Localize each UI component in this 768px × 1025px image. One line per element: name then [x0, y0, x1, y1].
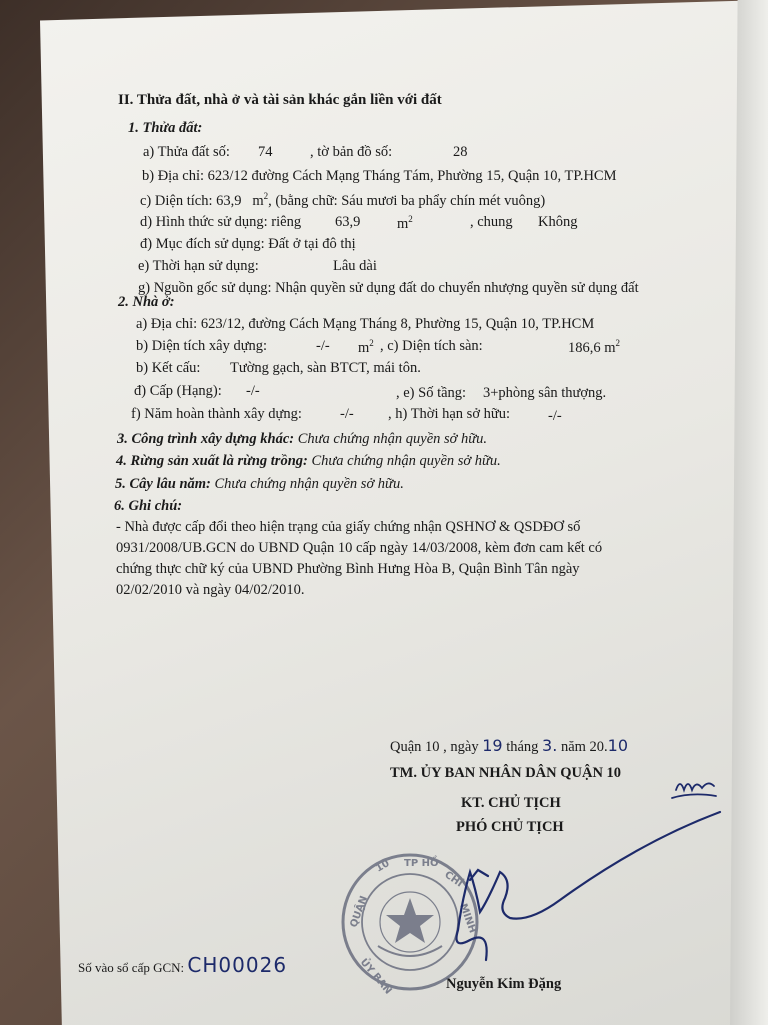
section-title: II. Thửa đất, nhà ở và tài sản khác gắn liền với đất	[118, 92, 442, 108]
date-prefix: Quận 10 , ngày	[390, 739, 479, 755]
registry-number: CH00026	[187, 953, 288, 977]
perennial-trees-heading: 5. Cây lâu năm:	[115, 476, 211, 492]
construction-area-value: -/-	[316, 338, 330, 354]
svg-text:QUẬN: QUẬN	[348, 894, 371, 930]
floors-value: 3+phòng sân thượng.	[483, 385, 607, 401]
usage-purpose: đ) Mục đích sử dụng: Đất ở tại đô thị	[140, 236, 356, 252]
grade-value: -/-	[246, 383, 260, 399]
usage-shared-value: Không	[538, 214, 578, 230]
date-month: 3.	[542, 736, 558, 755]
usage-origin: g) Nguồn gốc sử dụng: Nhận quyền sử dụng đất do chuyển nhượng quyền sử dụng đất	[138, 280, 639, 296]
svg-text:10: 10	[374, 858, 392, 875]
signing-organization: TM. ỦY BAN NHÂN DÂN QUẬN 10	[390, 765, 622, 781]
completion-year-label: f) Năm hoàn thành xây dựng:	[131, 406, 302, 422]
notes-heading: 6. Ghi chú:	[114, 498, 183, 514]
signing-authority: KT. CHỦ TỊCH	[461, 795, 561, 811]
usage-private-area: 63,9	[335, 214, 361, 230]
other-construction-heading: 3. Công trình xây dựng khác:	[117, 431, 295, 447]
parcel-area-words: , (bằng chữ: Sáu mươi ba phẩy chín mét vuông)	[268, 192, 546, 209]
map-sheet-label: , tờ bản đồ số:	[310, 144, 393, 160]
ownership-term-value: -/-	[548, 408, 562, 424]
usage-shared-label: , chung	[470, 214, 513, 230]
svg-text:TP HỒ: TP HỒ	[404, 858, 439, 869]
floor-area-label: , c) Diện tích sàn:	[380, 338, 483, 354]
notes-line: 02/02/2010 và ngày 04/02/2010.	[116, 582, 305, 598]
signer-title: PHÓ CHỦ TỊCH	[456, 819, 564, 835]
svg-text:MINH: MINH	[457, 902, 478, 935]
date-year: 10	[607, 736, 629, 755]
svg-text:ỦY BAN: ỦY BAN	[357, 956, 394, 997]
perennial-trees-value: Chưa chứng nhận quyền sở hữu.	[214, 476, 404, 492]
date-day: 19	[482, 736, 503, 755]
parcel-number: 74	[258, 144, 273, 160]
grade-label: đ) Cấp (Hạng):	[134, 383, 222, 399]
parcel-address: b) Địa chỉ: 623/12 đường Cách Mạng Tháng Tám, Phường 15, Quận 10, TP.HCM	[142, 168, 617, 184]
date-year-label: năm 20.	[560, 739, 608, 755]
date-month-label: tháng	[506, 739, 539, 755]
other-construction-value: Chưa chứng nhận quyền sở hữu.	[297, 431, 488, 447]
signature-scribble	[457, 812, 721, 960]
floor-area-value: 186,6 m	[568, 339, 616, 356]
parcel-number-label: a) Thửa đất số:	[143, 144, 230, 160]
notes-line: - Nhà được cấp đổi theo hiện trạng của giấy chứng nhận QSHNƠ & QSDĐƠ số	[116, 519, 581, 535]
construction-area-label: b) Diện tích xây dựng:	[136, 338, 268, 354]
planted-forest-heading: 4. Rừng sản xuất là rừng trồng:	[116, 453, 308, 469]
ownership-term-label: , h) Thời hạn sở hữu:	[388, 406, 511, 422]
structure-value: Tường gạch, sàn BTCT, mái tôn.	[230, 360, 421, 376]
structure-label: b) Kết cấu:	[136, 360, 201, 376]
construction-area-unit: m	[358, 339, 370, 356]
notes-line: chứng thực chữ ký của UBND Phường Bình Hưng Hòa B, Quận Bình Tân ngày	[116, 561, 580, 577]
usage-private-unit: m	[397, 215, 409, 232]
house-address: a) Địa chỉ: 623/12, đường Cách Mạng Tháng 8, Phường 15, Quận 10, TP.HCM	[136, 316, 595, 332]
signer-name: Nguyễn Kim Đặng	[446, 976, 562, 992]
parcel-heading: 1. Thửa đất:	[128, 120, 203, 136]
usage-term-value: Lâu dài	[333, 258, 377, 274]
usage-form-label: d) Hình thức sử dụng: riêng	[140, 214, 302, 230]
parcel-area-label: c) Diện tích: 63,9	[140, 192, 242, 209]
svg-text:CHÍ: CHÍ	[442, 869, 465, 890]
usage-term-label: e) Thời hạn sử dụng:	[138, 258, 259, 274]
house-heading: 2. Nhà ở:	[118, 294, 175, 310]
parcel-area-unit: m	[252, 192, 264, 209]
planted-forest-value: Chưa chứng nhận quyền sở hữu.	[311, 453, 501, 469]
completion-year-value: -/-	[340, 406, 354, 422]
initial-mark	[672, 783, 716, 798]
map-sheet-number: 28	[453, 144, 468, 160]
notes-line: 0931/2008/UB.GCN do UBND Quận 10 cấp ngày 14/03/2008, kèm đơn cam kết có	[116, 540, 603, 556]
registry-label: Số vào sổ cấp GCN:	[78, 960, 185, 975]
floors-label: , e) Số tầng:	[396, 385, 467, 401]
